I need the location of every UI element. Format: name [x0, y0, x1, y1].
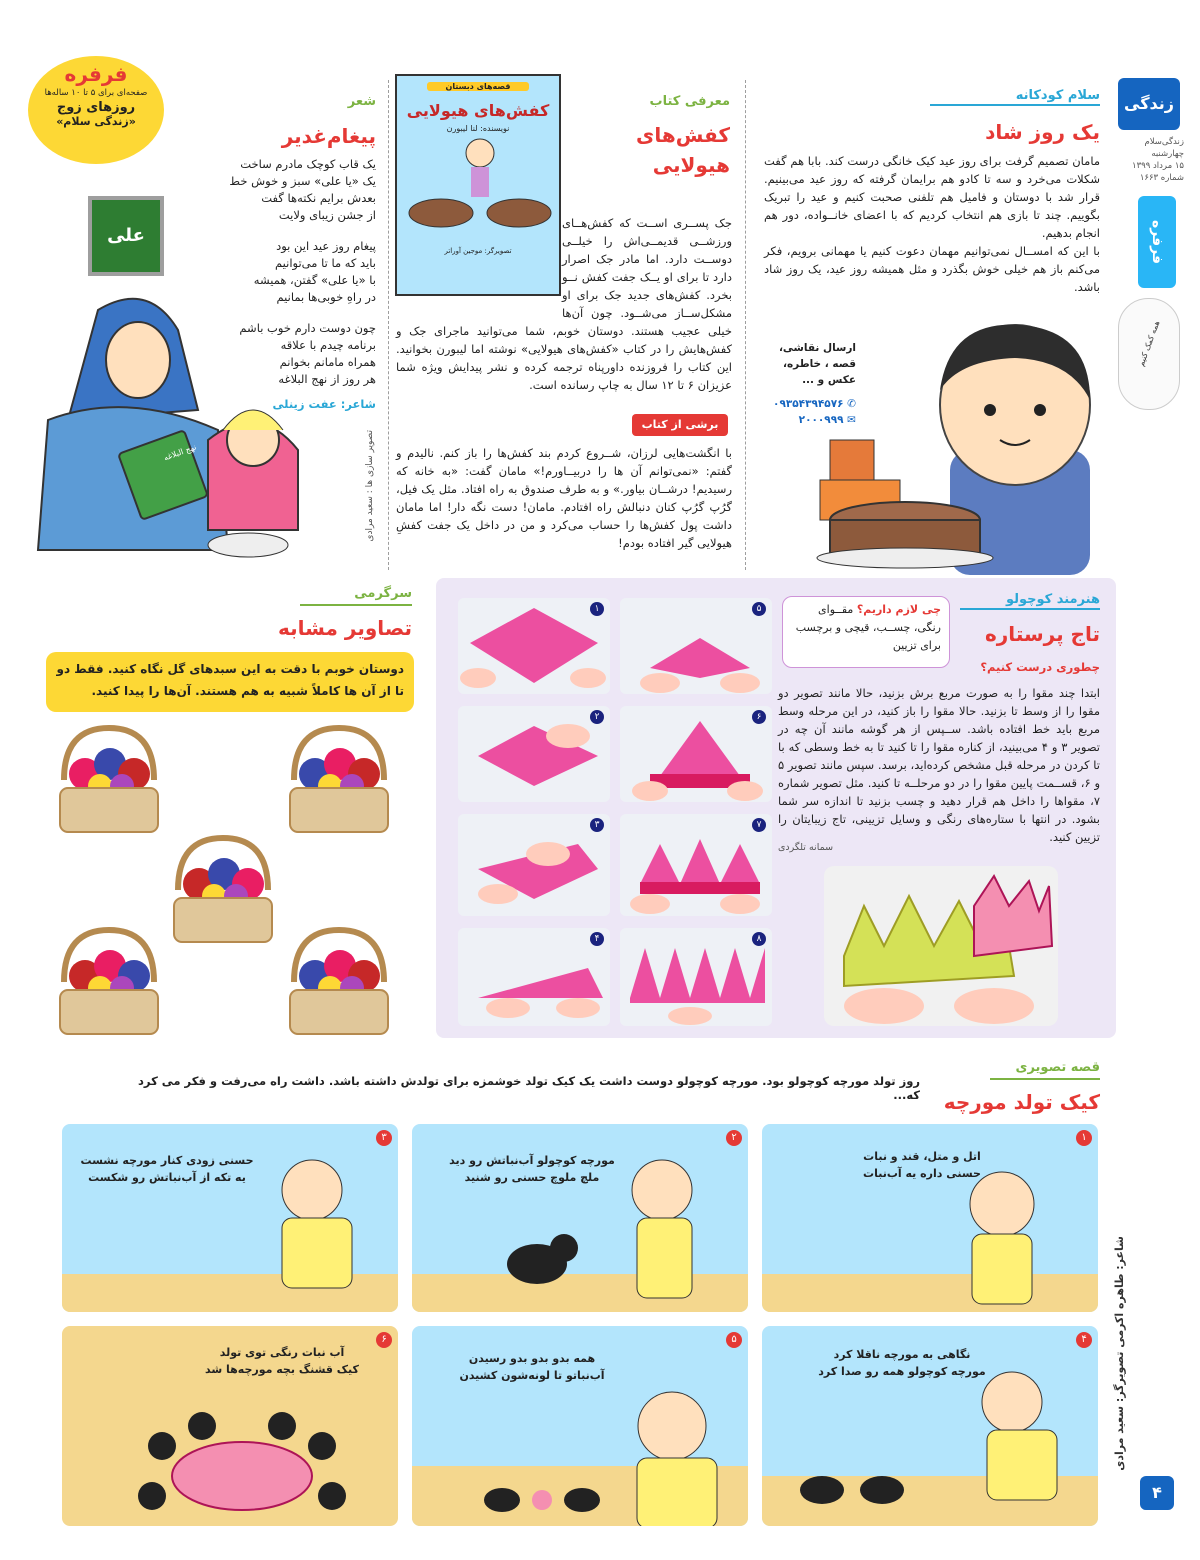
- poet-name: شاعر: عفت زینلی: [272, 397, 376, 411]
- cover-author: نویسنده: لنا لیبورن: [446, 124, 510, 133]
- poem-line: از جشن زیبای ولایت: [278, 208, 376, 222]
- comic-panel-6: [62, 1326, 398, 1526]
- craft-author: سمانه تلگردی: [778, 842, 834, 853]
- step-number: ۲: [590, 710, 604, 724]
- boy-figure: [252, 1154, 382, 1312]
- caption-line: آب نبات رنگی توی تولد: [219, 1346, 345, 1359]
- panel-caption: [432, 1350, 632, 1384]
- poem-line: همراه مامانم بخوانم: [279, 355, 376, 369]
- section-rule: [930, 104, 1100, 106]
- farfare-badge: [28, 56, 164, 164]
- book-in-hands-text: نهج البلاغه: [162, 442, 198, 463]
- badge-brand: «زندگی سلام»: [56, 115, 136, 128]
- article-paragraph: مامان تصمیم گرفت برای روز عید کیک خانگی درست کند. بابا هم گفت شکلات می‌خرد و سه تا کادو هم برایمان گرفته که روز عید می‌بینیم. قرار شد با دوستان و فامیل هم تلفنی صحبت کنیم و عید را تبریک بگوییم. چند تا بازی هم انتخاب کردیم که با اعضای خانــواده، دور هم انجام بدهیم.: [764, 154, 1100, 240]
- step-image-3: [458, 814, 610, 916]
- flower-basket[interactable]: [50, 926, 168, 1038]
- message-icon: ✉: [843, 414, 856, 426]
- how-to-question: چطوری درست کنیم؟: [980, 660, 1100, 674]
- illustrator-credit: تصویر سازی ها : سعید مرادی: [365, 430, 375, 542]
- badge-subtitle: صفحه‌ای برای ۵ تا ۱۰ ساله‌ها: [44, 88, 148, 98]
- mask-text: همه کمک کنیم: [1136, 319, 1162, 368]
- crown-photo: [824, 866, 1058, 1026]
- step-image-8: [620, 928, 772, 1026]
- poem-line: چون دوست دارم خوب باشم: [239, 321, 376, 335]
- boy-figure: [612, 1386, 732, 1526]
- badge-days: روزهای زوج: [56, 100, 136, 115]
- mother-daughter-illustration: [28, 290, 348, 568]
- panel-number: ۳: [376, 1130, 392, 1146]
- craft-title: تاج پرستاره: [984, 622, 1100, 646]
- panel-caption: [72, 1152, 262, 1186]
- poem-line: هر روز از نهج البلاغه: [278, 372, 376, 386]
- section-rule: [990, 1078, 1100, 1080]
- send-label: ارسال نقاشی، قصه ، خاطره، عکس و ...: [778, 342, 856, 386]
- float-spacer: [396, 214, 562, 306]
- step-number: ۶: [752, 710, 766, 724]
- step-number: ۸: [752, 932, 766, 946]
- poem-line: بعدش برایم نکته‌ها گفت: [261, 191, 376, 205]
- story-credit: شاعر: طاهره اکرمی تصویرگر: سعید مرادی: [1113, 1236, 1126, 1471]
- step-number: ۳: [590, 818, 604, 832]
- ali-frame: علی: [88, 196, 164, 276]
- boy-cake-illustration: [800, 300, 1100, 575]
- poem-line: با «یا علی» گفتن، همیشه: [253, 273, 376, 287]
- section-tag: قصه تصویری: [1015, 1060, 1100, 1075]
- step-image-6: [620, 706, 772, 802]
- materials-answer: مقــوای رنگی، چســب، قیچی و برچسب برای تزیین: [795, 603, 941, 652]
- caption-line: اتل و متل، قند و نبات: [863, 1150, 981, 1163]
- caption-line: آب‌نباتو تا لونه‌شون کشیدن: [459, 1369, 605, 1382]
- puzzle-instruction: دوستان خوبم با دقت به این سبدهای گل نگاه کنید. فقط دو تا از آن ها کاملاً شبیه به هم هستند. آن‌ها را پیدا کنید.: [46, 652, 414, 712]
- caption-line: کیک قشنگ بچه مورچه‌ها شد: [205, 1363, 359, 1376]
- section-rule: [300, 604, 412, 606]
- article-body: [764, 152, 1100, 296]
- panel-caption: [432, 1152, 632, 1186]
- poem-line: برنامه چیدم با علاقه: [280, 338, 376, 352]
- badge-title: فرفره: [64, 62, 128, 86]
- step-number: ۴: [590, 932, 604, 946]
- newspaper-logo: زندگی: [1118, 78, 1180, 130]
- ant-party-scene: [122, 1396, 362, 1526]
- comic-panel-2: [412, 1124, 748, 1312]
- craft-instructions: ابتدا چند مقوا را به صورت مربع برش بزنید، حالا مانند تصویر دو مقوا را از وسط تا بزنید. حالا مقوا را باز کنید، در این مرحله وسط مربع باید خط افتاده باشد. ســپس از هر گوشه مانند آن چه در تصویر ۳ و ۴ می‌بینید، از کناره مقوا را تا کنید تا به خط وسطی که با تا کردن در مرحله قبل مشخص کرده‌اید، برسد. سپس مانند تصویر ۵ و ۶، قســمت پایین مقوا را در دو مرحلــه تا کنید. مثل تصویر شماره ۷، مقواها را داخل هم قرار دهید و چسب بزنید تا اندازه سر شما بشود. در انتها با ستاره‌های رنگی و وسایل تزیینی، تاج زیبایتان را تزیین کنید.: [778, 686, 1100, 844]
- poem-line: پیغام روز عید این بود: [276, 239, 376, 253]
- cover-credits: تصویرگر: موجین آوراتر: [444, 247, 512, 255]
- panel-number: ۱: [1076, 1130, 1092, 1146]
- excerpt-body: با انگشت‌هایی لرزان، شــروع کردم بند کفش‌ها را باز کنم. نالیدم و گفتم: «نمی‌توانم آن ها را دربیــاورم!» مامان گفت: «به خانه که رسیدیم! درشــان بیاور.» و به طرف صندوق به راه افتاد. مثل یک فیل، گرُپ گرُپ کنان دنبالش راه افتادم. مامان! دست نگه دار! اما مامان داشت پول کفش‌ها را حساب می‌کرد و من در داخل یک جفت کفشِ هیولایی گیر افتاده بودم!: [396, 446, 732, 550]
- title-line: هیولایی: [652, 153, 730, 177]
- caption-line: یه تکه از آب‌نباتش رو شکست: [88, 1171, 246, 1184]
- section-tag: هنرمند کوچولو: [1005, 592, 1100, 607]
- poem-line: یک قاب کوچک مادرم ساخت: [240, 157, 376, 171]
- caption-line: مورچه کوچولو همه رو صدا کرد: [818, 1365, 986, 1378]
- article-paragraph: با این که امســال نمی‌توانیم مهمان دعوت کنیم یا مهمانی برویم، فکر می‌کنم باز هم خیلی خوش بگذرد و مثل همیشه روز عید، یک روز شاد باشد.: [764, 244, 1100, 294]
- flower-basket[interactable]: [280, 724, 398, 836]
- article-title: [600, 120, 730, 180]
- panel-number: ۶: [376, 1332, 392, 1348]
- face-mask-illustration: [1118, 298, 1180, 410]
- issue-info-line: زندگی‌سلام: [1144, 137, 1184, 147]
- poem-line: یک «یا علی» سبز و خوش خط: [229, 174, 376, 188]
- caption-line: حسنی داره یه آب‌نبات: [863, 1167, 981, 1180]
- ant-figure: [472, 1476, 612, 1522]
- flower-basket[interactable]: [50, 724, 168, 836]
- panel-caption: [192, 1344, 372, 1378]
- issue-info-line: شماره ۱۶۶۳: [1139, 173, 1184, 183]
- boy-figure: [942, 1164, 1072, 1312]
- issue-info-line: ۱۵ مرداد ۱۳۹۹: [1132, 161, 1184, 171]
- section-tag: معرفی کتاب: [649, 94, 730, 109]
- step-image-7: [620, 814, 772, 916]
- step-number: ۱: [590, 602, 604, 616]
- caption-line: حسنی زودی کنار مورچه نشست: [80, 1154, 254, 1167]
- phone-number: ✆ ۰۹۳۵۴۳۹۴۵۷۶: [773, 398, 856, 410]
- ant-figure: [492, 1224, 582, 1294]
- materials-question: چی لازم داریم؟: [856, 603, 941, 616]
- caption-line: همه بدو بدو بدو رسیدن: [468, 1352, 596, 1365]
- boy-figure: [962, 1366, 1082, 1526]
- panel-number: ۴: [1076, 1332, 1092, 1348]
- caption-line: ملچ ملوچ حسنی رو شنید: [464, 1171, 600, 1184]
- caption-line: مورچه کوچولو آب‌نباتش رو دید: [449, 1154, 615, 1167]
- boy-figure: [612, 1154, 732, 1312]
- step-image-1: [458, 598, 610, 694]
- caption-line: نگاهی به مورچه ناقلا کرد: [833, 1348, 971, 1361]
- step-number: ۵: [752, 602, 766, 616]
- section-tag: شعر: [347, 94, 376, 109]
- flower-basket[interactable]: [164, 834, 282, 946]
- ant-figure: [782, 1456, 912, 1516]
- issue-info: [1118, 136, 1184, 184]
- flower-basket[interactable]: [280, 926, 398, 1038]
- panel-number: ۵: [726, 1332, 742, 1348]
- comic-panel-4: [762, 1326, 1098, 1526]
- puzzle-title: تصاویر مشابه: [278, 616, 412, 640]
- article-title: یک روز شاد: [985, 120, 1100, 144]
- excerpt-label: برشی از کتاب: [632, 414, 728, 436]
- issue-info-line: چهارشنبه: [1151, 149, 1184, 159]
- cover-series: قصه‌های دبستان: [427, 82, 529, 91]
- step-image-5: [620, 598, 772, 694]
- step-image-4: [458, 928, 610, 1026]
- comic-panel-5: [412, 1326, 748, 1526]
- section-tag: سلام کودکانه: [1015, 88, 1100, 103]
- cover-title: کفش‌های هیولایی: [406, 101, 550, 120]
- comic-panel-3: [62, 1124, 398, 1312]
- article-paragraph: جک پســری اســت که کفش‌هــای ورزشــی قدیمــی‌اش را خیلــی دوســت دارد. اما مادر جک اصرار دارد تا برای او یــک جفت کفش نــو بخرد. کفش‌های جدید جک برای او مشکل‌ســاز می‌شــود. چون آن‌ها خیلی عجیب هستند. دوستان خوبم، شما می‌توانید ماجرای جک و کفش‌هایش را در کتاب «کفش‌های هیولایی» نوشته اما لیبورن بخوانید. این کتاب را فروزنده داورپناه ترجمه کرده و نشر پیدایش ویژه شما عزیزان ۶ تا ۱۲ سال به چاپ رسانده است.: [396, 216, 732, 392]
- story-intro: روز تولد مورچه کوچولو بود. مورچه کوچولو دوست داشت یک کیک تولد خوشمزه برای تولدش داشته باشد. داشت راه می‌رفت و فکر می کرد که...: [138, 1074, 920, 1102]
- column-divider: [388, 80, 389, 570]
- story-title: کیک تولد مورچه: [943, 1090, 1100, 1114]
- sms-number: ✉ ۲۰۰۰۹۹۹: [798, 414, 856, 426]
- poem-line: باید که ما تا می‌توانیم: [275, 256, 376, 270]
- page-number: ۴: [1140, 1476, 1174, 1510]
- step-image-2: [458, 706, 610, 802]
- step-number: ۷: [752, 818, 766, 832]
- section-side-tab: فرفره: [1138, 196, 1176, 288]
- title-line: کفش‌های: [635, 123, 730, 147]
- poem-title: پیغام‌غدیر: [281, 124, 376, 148]
- section-tag: سرگرمی: [354, 586, 412, 601]
- article-body: [396, 214, 732, 394]
- comic-panel-1: [762, 1124, 1098, 1312]
- phone-icon: ✆: [843, 398, 856, 410]
- section-rule: [960, 608, 1100, 610]
- column-divider: [745, 80, 746, 570]
- panel-number: ۲: [726, 1130, 742, 1146]
- materials-box: [782, 596, 950, 668]
- poem-stanza: [196, 156, 376, 224]
- poem-line: در راهِ خوبی‌ها بمانیم: [276, 290, 376, 304]
